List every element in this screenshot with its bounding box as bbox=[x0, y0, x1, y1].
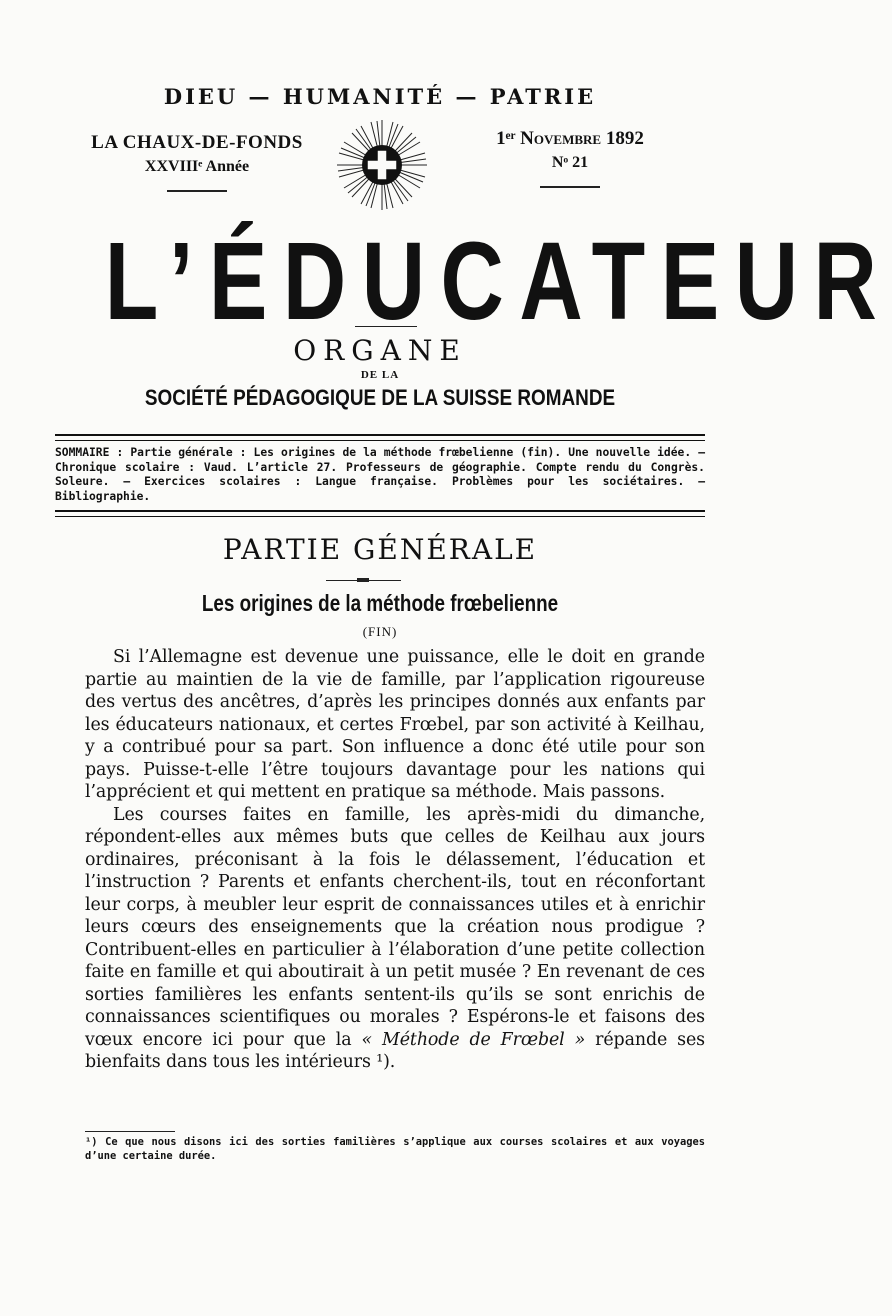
section-rule-ornament bbox=[357, 578, 369, 582]
article-body bbox=[85, 646, 705, 1074]
sommaire-text: Partie générale : Les origines de la méthode frœbelienne (fin). Une nouvelle idée. — Chronique scolaire : Vaud. L’article 27. Professeurs de géographie. Compte rendu du Congrès. Soleure. — Exercices scolaires : Langue française. Problèmes pour les sociétaires. — Bibliographie. bbox=[55, 446, 705, 503]
right-rule bbox=[540, 186, 600, 188]
left-rule bbox=[167, 190, 227, 192]
motto: DIEU — HUMANITÉ — PATRIE bbox=[163, 84, 597, 109]
journal-title: L’ÉDUCATEUR bbox=[104, 219, 892, 343]
date-month-year: Novembre 1892 bbox=[520, 128, 644, 149]
sommaire-top-rule bbox=[55, 434, 705, 441]
issue-number: Nᵒ 21 bbox=[551, 154, 589, 171]
de-la-label: DE LA bbox=[360, 369, 400, 381]
paragraph-1: Si l’Allemagne est devenue une puissance, elle le doit en grande partie au maintien de la vie de famille, par l’application rigoureuse des vertus des ancêtres, d’après les principes donnés aux enfants par les éducateurs nationaux, et certes Frœbel, par son activité à Keilhau, y a contribué pour sa part. Son influence a donc été utile pour son pays. Puisse-t-elle l’être toujours davantage pour les nations qui l’apprécient et qui mettent en pratique sa méthode. Mais passons. bbox=[85, 647, 705, 802]
title-rule bbox=[355, 326, 417, 327]
sommaire-bottom-rule bbox=[55, 510, 705, 517]
year-label: XXVIIIᵉ Année bbox=[144, 158, 250, 175]
masthead-right bbox=[470, 128, 670, 188]
section-title: PARTIE GÉNÉRALE bbox=[222, 533, 538, 566]
organe-label: ORGANE bbox=[293, 334, 467, 367]
article-subtitle: (FIN) bbox=[362, 624, 398, 639]
paragraph-2-end: répande ses bienfaits dans tous les intérieurs ¹). bbox=[85, 1029, 705, 1072]
paragraph-2 bbox=[85, 804, 705, 1074]
sommaire-label: SOMMAIRE : bbox=[55, 446, 124, 459]
society-name: SOCIÉTÉ PÉDAGOGIQUE DE LA SUISSE ROMANDE bbox=[144, 385, 616, 410]
paragraph-2-start: Les courses faites en famille, les après-midi du dimanche, répondent-elles aux mêmes buts que celles de Keilhau aux jours ordinaires, préconisant à la fois le délassement, l’éducation et l’instruction ? Parents et enfants cherchent-ils, tout en réconfortant leur corps, à meubler leur esprit de connaissances utiles et à enrichir leurs cœurs des enseignements que la création nous prodigue ? Contribuent-elles en particulier à l’élaboration d’une petite collection faite en famille et qui aboutirait à un petit musée ? En revenant de ces sorties familières les enfants sentent-ils qu’ils se sont enrichis de connaissances scientifiques ou morales ? Espérons-le et faisons des vœux encore ici pour que la bbox=[85, 804, 705, 1050]
masthead-left bbox=[82, 132, 312, 192]
footnote-rule bbox=[85, 1131, 175, 1132]
issue-date bbox=[470, 128, 670, 150]
sommaire bbox=[55, 446, 705, 504]
place-name: LA CHAUX-DE-FONDS bbox=[91, 132, 303, 153]
footnote: ¹) Ce que nous disons ici des sorties familières s’applique aux courses scolaires et aux voyages d’une certaine durée. bbox=[85, 1136, 705, 1162]
article-title: Les origines de la méthode frœbelienne bbox=[201, 590, 559, 616]
date-day: 1ᵉʳ bbox=[496, 128, 516, 149]
paragraph-2-italic: « Méthode de Frœbel » bbox=[361, 1029, 586, 1050]
swiss-cross-sunburst-icon bbox=[337, 120, 427, 210]
